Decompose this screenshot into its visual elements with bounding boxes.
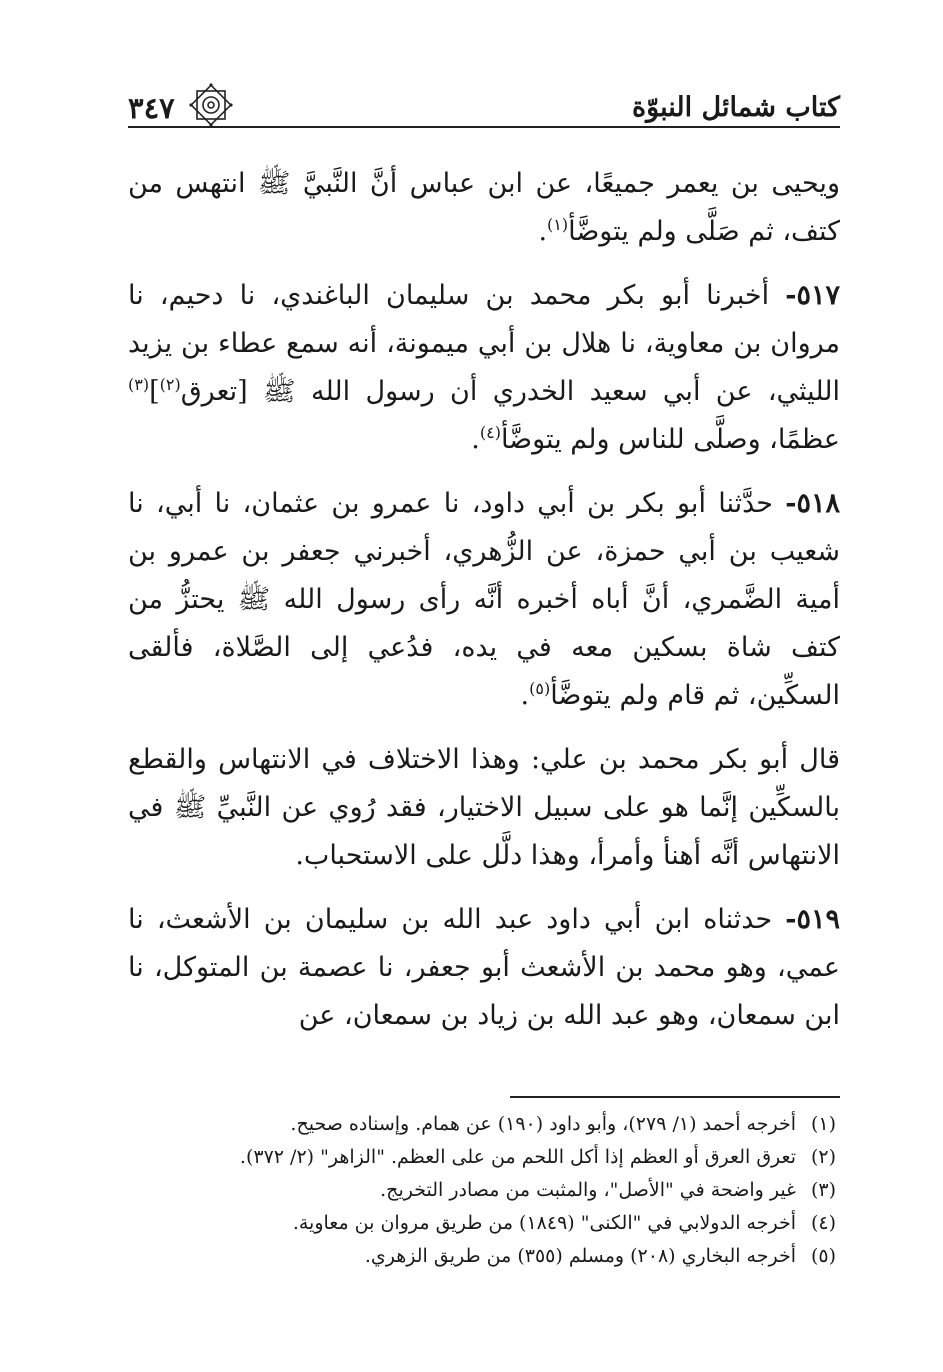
paragraph-text-continued: عظمًا، وصلَّى للناس ولم يتوضَّأ <box>500 424 840 455</box>
footnote-ref[interactable]: (٥) <box>529 679 551 698</box>
footnote-number: (١) <box>810 1113 836 1135</box>
hadith-number: ٥١٩- <box>785 904 840 935</box>
footnote <box>128 1207 840 1240</box>
footnote-text: تعرق العرق أو العظم إذا أكل اللحم من على العظم. "الزاهر" (٢/ ٣٧٢). <box>239 1146 796 1168</box>
footnote <box>128 1141 840 1174</box>
footnote <box>128 1174 840 1207</box>
hadith-number: ٥١٧- <box>785 280 840 311</box>
page-number: ٣٤٧ <box>128 91 175 125</box>
paragraph-text: قال أبو بكر محمد بن علي: وهذا الاختلاف في الانتهاس والقطع بالسكِّين إنَّما هو على سبيل الاختيار، فقد رُوي عن النَّبيِّ ﷺ في الانتهاس أنَّه أهنأ وأمرأ، وهذا دلَّل على الاستحباب. <box>128 744 840 871</box>
paragraph-text: أخبرنا أبو بكر محمد بن سليمان الباغندي، نا دحيم، نا مروان بن معاوية، نا هلال بن أبي ميمونة، أنه سمع عطاء بن يزيد الليثي، عن أبي سعيد الخدري أن رسول الله ﷺ [تعرق <box>128 280 840 407</box>
footnote-number: (٤) <box>810 1212 836 1234</box>
main-text <box>128 160 840 1056</box>
footnote-text: أخرجه البخاري (٢٠٨) ومسلم (٣٥٥) من طريق الزهري. <box>364 1245 796 1267</box>
commentary-paragraph <box>128 736 840 880</box>
footnote-text: أخرجه أحمد (١/ ٢٧٩)، وأبو داود (١٩٠) عن همام. وإسناده صحيح. <box>290 1113 796 1135</box>
paragraph <box>128 160 840 256</box>
footnote <box>128 1108 840 1141</box>
paragraph-text: ويحيى بن يعمر جميعًا، عن ابن عباس أنَّ النَّبيَّ ﷺ انتهس من كتف، ثم صَلَّى ولم يتوضَّأ <box>128 168 840 247</box>
hadith-518 <box>128 480 840 720</box>
footnote-ref[interactable]: (٢) <box>159 375 181 394</box>
footnote-number: (٢) <box>810 1146 836 1168</box>
footnote-number: (٥) <box>810 1245 836 1267</box>
paragraph-text: حدَّثنا أبو بكر بن أبي داود، نا عمرو بن عثمان، نا أبي، نا شعيب بن أبي حمزة، عن الزُّهري، أخبرني جعفر بن عمرو بن أمية الضَّمري، أنَّ أباه أخبره أنَّه رأى رسول الله ﷺ يحتزُّ من كتف شاة بسكين معه في يده، فدُعي إلى الصَّلاة، فألقى السكِّين، ثم قام ولم يتوضَّأ <box>128 488 840 711</box>
hadith-519 <box>128 896 840 1040</box>
footnote-divider <box>510 1096 840 1098</box>
paragraph-tail: . <box>538 216 548 247</box>
paragraph-tail: . <box>471 424 480 455</box>
bracket-close: ] <box>149 376 160 407</box>
book-title: كتاب شمائل النبوّة <box>632 92 840 123</box>
footnote-number: (٣) <box>810 1179 836 1201</box>
paragraph-tail: . <box>520 680 530 711</box>
footnotes <box>128 1108 840 1273</box>
footnote-ref[interactable]: (١) <box>547 215 569 234</box>
footnote-text: أخرجه الدولابي في "الكنى" (١٨٤٩) من طريق مروان بن معاوية. <box>292 1212 796 1234</box>
footnote-text: غير واضحة في "الأصل"، والمثبت من مصادر التخريج. <box>380 1179 796 1201</box>
footnote-ref[interactable]: (٣) <box>128 375 150 394</box>
hadith-517 <box>128 272 840 464</box>
octagram-ornament-icon <box>186 80 236 130</box>
hadith-number: ٥١٨- <box>785 488 840 519</box>
footnote-ref[interactable]: (٤) <box>479 423 501 442</box>
paragraph-text: حدثناه ابن أبي داود عبد الله بن سليمان بن الأشعث، نا عمي، وهو محمد بن الأشعث أبو جعفر، نا عصمة بن المتوكل، نا ابن سمعان، وهو عبد الله بن زياد بن سمعان، عن <box>128 904 840 1031</box>
header-divider <box>128 126 840 128</box>
footnote <box>128 1240 840 1273</box>
